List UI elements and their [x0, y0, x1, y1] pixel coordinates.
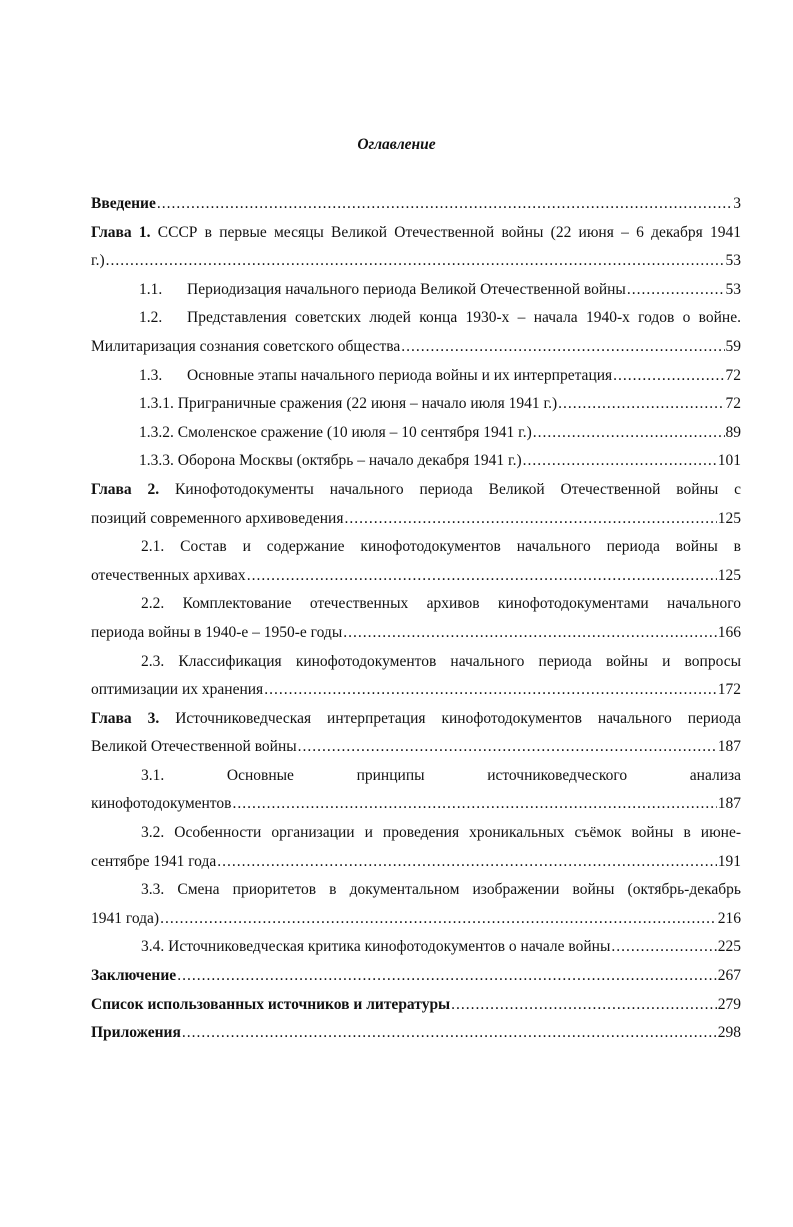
- chapter-prefix: Глава 2.: [91, 480, 160, 498]
- dot-leader: [182, 1019, 717, 1048]
- toc-label: Заключение: [91, 967, 177, 985]
- toc-label: 2.3. Классификация кинофотодокументов начального периода войны и вопросы: [141, 652, 741, 670]
- toc-word: 3.1.: [141, 766, 165, 784]
- toc-entry-2-1[interactable]: [91, 533, 741, 562]
- toc-entry-appendix[interactable]: [91, 1019, 741, 1048]
- toc-entry-3-3[interactable]: [91, 876, 741, 905]
- toc-page-number: 216: [717, 909, 741, 927]
- toc-entry-2-2[interactable]: [91, 590, 741, 619]
- dot-leader: [533, 419, 725, 448]
- toc-page-number: 53: [725, 280, 741, 298]
- toc-entry-intro[interactable]: [91, 190, 741, 219]
- dot-leader: [627, 276, 725, 305]
- toc-label: СССР в первые месяцы Великой Отечественной войны (22 июня – 6 декабря 1941: [157, 223, 742, 241]
- table-of-contents: [91, 190, 741, 1048]
- toc-word: анализа: [689, 766, 741, 784]
- toc-entry-2-3-cont[interactable]: [91, 676, 741, 705]
- dot-leader: [611, 933, 716, 962]
- toc-page-number: 53: [725, 252, 741, 270]
- toc-label: 2.2. Комплектование отечественных архивов кинофотодокументами начального: [141, 595, 741, 613]
- toc-entry-1-2-cont[interactable]: [91, 333, 741, 362]
- toc-entry-sources[interactable]: [91, 991, 741, 1020]
- toc-page-number: 225: [717, 938, 741, 956]
- toc-page-number: 187: [717, 795, 741, 813]
- toc-label-cont: позиций современного архивоведения: [91, 509, 344, 527]
- toc-entry-chapter-1[interactable]: [91, 219, 741, 248]
- toc-entry-2-3[interactable]: [91, 648, 741, 677]
- toc-entry-2-2-cont[interactable]: [91, 619, 741, 648]
- chapter-prefix: Глава 3.: [91, 709, 160, 727]
- toc-entry-1-3-2[interactable]: [91, 419, 741, 448]
- dot-leader: [106, 247, 725, 276]
- toc-entry-1-3-1[interactable]: [91, 390, 741, 419]
- toc-label-cont: Великой Отечественной войны: [91, 738, 297, 756]
- toc-entry-1-2[interactable]: [91, 304, 741, 333]
- toc-page-number: 89: [725, 423, 741, 441]
- toc-label: 3.3. Смена приоритетов в документальном изображении войны (октябрь-декабрь: [141, 881, 741, 899]
- section-title: Периодизация начального периода Великой Отечественной войны: [187, 280, 626, 298]
- section-number: 1.1.: [139, 280, 163, 298]
- dot-leader: [344, 505, 716, 534]
- toc-word: Основные: [226, 766, 294, 784]
- toc-entry-3-1-cont[interactable]: [91, 790, 741, 819]
- toc-label-cont: периода войны в 1940-е – 1950-е годы: [91, 623, 343, 641]
- toc-page-number: 267: [717, 967, 741, 985]
- toc-label: Введение: [91, 195, 156, 212]
- chapter-prefix: Глава 1.: [91, 223, 151, 241]
- dot-leader: [523, 447, 717, 476]
- section-number: 1.3.: [139, 366, 163, 384]
- toc-entry-chapter-1-cont[interactable]: [91, 247, 741, 276]
- toc-entry-chapter-3-cont[interactable]: [91, 733, 741, 762]
- toc-label: Кинофотодокументы начального периода Великой Отечественной войны с: [175, 480, 742, 498]
- toc-entry-chapter-2[interactable]: [91, 476, 741, 505]
- toc-page-number: 59: [725, 337, 741, 355]
- toc-label: 2.1. Состав и содержание кинофотодокументов начального периода войны в: [141, 538, 741, 556]
- toc-page-number: 125: [717, 566, 741, 584]
- toc-word: источниковедческого: [487, 766, 628, 784]
- dot-leader: [217, 848, 717, 877]
- toc-label: 3.2. Особенности организации и проведения хроникальных съёмок войны в июне-: [141, 824, 741, 842]
- toc-page-number: 279: [717, 995, 741, 1013]
- dot-leader: [160, 905, 717, 934]
- toc-entry-3-2[interactable]: [91, 819, 741, 848]
- dot-leader: [401, 333, 724, 362]
- dot-leader: [157, 190, 732, 219]
- dot-leader: [232, 790, 716, 819]
- toc-label: [139, 362, 612, 391]
- toc-label: 1.3.2. Смоленское сражение (10 июля – 10 сентября 1941 г.): [139, 423, 532, 441]
- toc-entry-3-1[interactable]: [91, 762, 741, 791]
- toc-label: Приложения: [91, 1024, 181, 1042]
- page-title: Оглавление: [357, 136, 436, 153]
- toc-label: 1.3.1. Приграничные сражения (22 июня – начало июля 1941 г.): [139, 395, 558, 413]
- toc-label-cont: оптимизации их хранения: [91, 681, 264, 699]
- dot-leader: [613, 362, 724, 391]
- toc-page-number: 125: [717, 509, 741, 527]
- dot-leader: [558, 390, 724, 419]
- dot-leader: [451, 991, 717, 1020]
- section-title: Представления советских людей конца 1930-х – начала 1940-х годов о войне.: [187, 309, 741, 327]
- toc-label: 3.4. Источниковедческая критика кинофотодокументов о начале войны: [141, 938, 611, 956]
- toc-label: Список использованных источников и литературы: [91, 995, 451, 1013]
- toc-page-number: 172: [717, 681, 741, 699]
- toc-page-number: 3: [733, 195, 741, 212]
- dot-leader: [343, 619, 717, 648]
- toc-label: Источниковедческая интерпретация кинофотодокументов начального периода: [175, 709, 741, 727]
- toc-label-cont: Милитаризация сознания советского общества: [91, 337, 401, 355]
- toc-entry-3-3-cont[interactable]: [91, 905, 741, 934]
- toc-page-number: 72: [725, 366, 741, 384]
- toc-label-cont: кинофотодокументов: [91, 795, 232, 813]
- toc-label: [139, 276, 626, 305]
- toc-entry-2-1-cont[interactable]: [91, 562, 741, 591]
- toc-label-cont: 1941 года): [91, 909, 160, 927]
- toc-page-number: 72: [725, 395, 741, 413]
- section-title: Основные этапы начального периода войны и их интерпретация: [187, 366, 613, 384]
- toc-entry-1-1[interactable]: [91, 276, 741, 305]
- dot-leader: [298, 733, 717, 762]
- toc-entry-chapter-2-cont[interactable]: [91, 505, 741, 534]
- toc-page-number: 101: [717, 452, 741, 470]
- toc-label: 1.3.3. Оборона Москвы (октябрь – начало декабря 1941 г.): [139, 452, 522, 470]
- toc-label-cont: отечественных архивах: [91, 566, 246, 584]
- toc-page-number: 191: [717, 852, 741, 870]
- toc-page-number: 187: [717, 738, 741, 756]
- toc-label-cont: сентябре 1941 года: [91, 852, 217, 870]
- toc-label-cont: г.): [91, 252, 105, 270]
- dot-leader: [247, 562, 717, 591]
- toc-word: принципы: [356, 766, 425, 784]
- toc-page-number: 298: [717, 1024, 741, 1042]
- section-number: 1.2.: [139, 309, 163, 327]
- toc-page-number: 166: [717, 623, 741, 641]
- toc-entry-1-3[interactable]: [91, 362, 741, 391]
- dot-leader: [264, 676, 717, 705]
- toc-entry-3-2-cont[interactable]: [91, 848, 741, 877]
- toc-entry-conclusion[interactable]: [91, 962, 741, 991]
- toc-entry-3-4[interactable]: [91, 933, 741, 962]
- toc-entry-chapter-3[interactable]: [91, 705, 741, 734]
- dot-leader: [177, 962, 717, 991]
- toc-entry-1-3-3[interactable]: [91, 447, 741, 476]
